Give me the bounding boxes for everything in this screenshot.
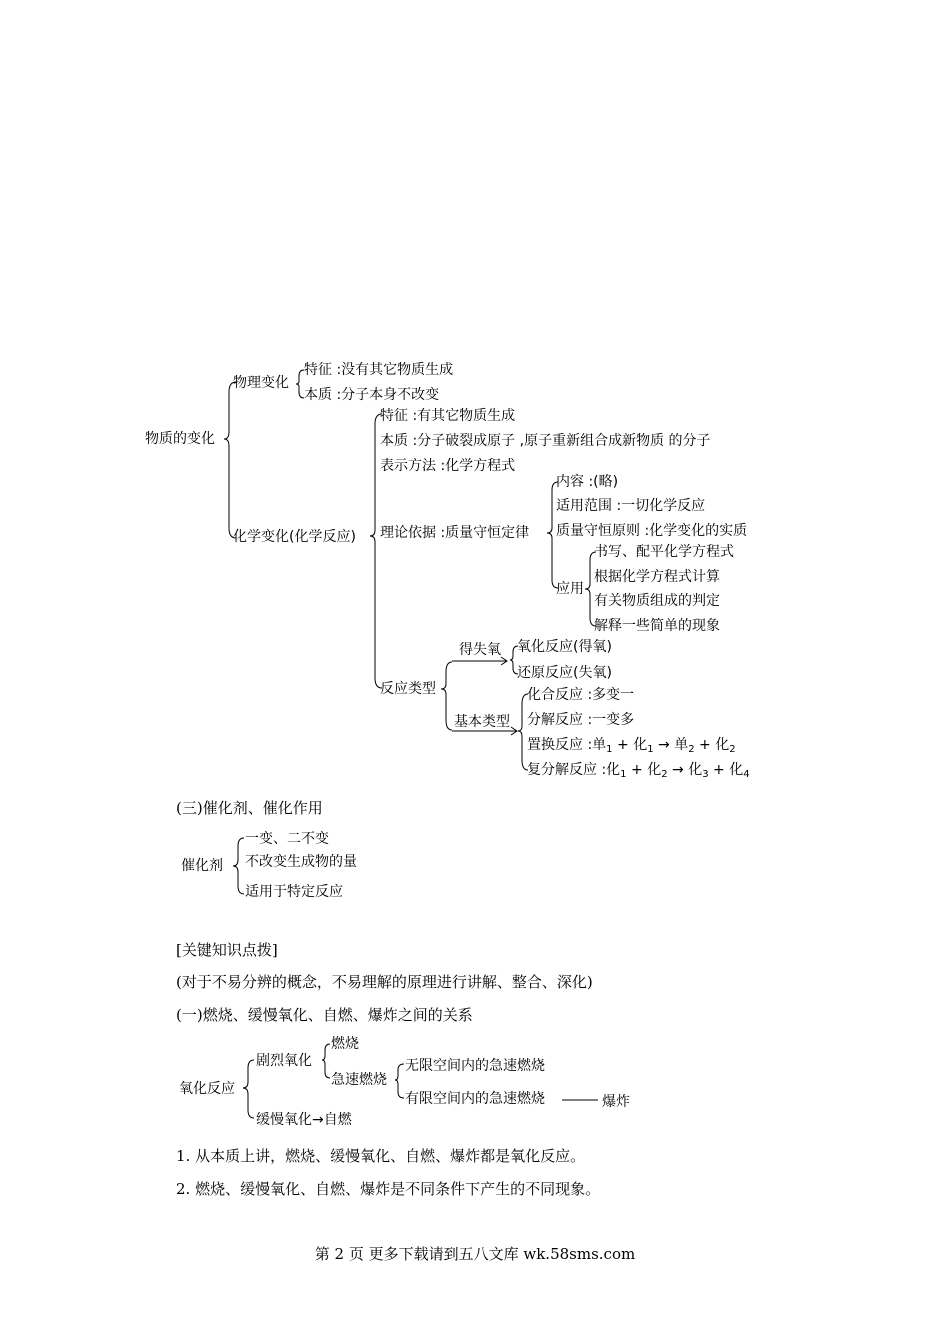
brace-rapid [395,1064,404,1098]
brace-physical [296,370,304,398]
subsection-heading: (一)燃烧、缓慢氧化、自燃、爆炸之间的关系 [176,1006,473,1024]
gain-loss-oxygen: 得失氧 [459,642,501,658]
displacement-reaction: 置换反应 :单$_1$ + 化$_1$ → 单$_2$ + 化$_2$ [527,737,736,755]
reaction-types: 反应类型 [380,681,436,697]
explosion: 爆炸 [602,1094,630,1110]
displacement-label: 置换反应 : [527,737,593,753]
physical-essence: 本质 :分子本身不改变 [304,387,440,403]
brace-oxidation [243,1060,254,1118]
brace-chemical [370,414,382,688]
theory-scope: 适用范围 :一切化学反应 [556,498,706,514]
section3-heading: (三)催化剂、催化作用 [176,799,323,817]
double-decomposition-label: 复分解反应 : [527,762,607,778]
decomposition-reaction: 分解反应 :一变多 [527,712,635,728]
chemical-theory: 理论依据 :质量守恒定律 [380,525,530,541]
oxidation-reaction: 氧化反应(得氧) [517,639,612,655]
catalyst-item: 适用于特定反应 [245,884,343,900]
rapid-burning: 急速燃烧 [331,1072,387,1088]
application-item: 有关物质组成的判定 [594,593,720,609]
reduction-reaction: 还原反应(失氧) [517,665,612,681]
brace-root [224,382,236,538]
brace-reaction-types [441,662,452,730]
key-points-heading: [关键知识点拨] [176,941,278,959]
physical-change: 物理变化 [233,375,289,391]
page-footer: 第 2 页 更多下载请到五八文库 wk.58sms.com [314,1245,636,1263]
application-item: 根据化学方程式计算 [594,569,720,585]
chemical-feature: 特征 :有其它物质生成 [380,408,516,424]
slow-oxidation: 缓慢氧化→自燃 [256,1112,352,1128]
combination-reaction: 化合反应 :多变一 [527,687,635,703]
application-item: 书写、配平化学方程式 [594,544,734,560]
map1-root: 物质的变化 [145,431,215,447]
chemical-method: 表示方法 :化学方程式 [380,458,516,474]
basic-types: 基本类型 [454,714,510,730]
key-points-note: (对于不易分辨的概念，不易理解的原理进行讲解、整合、深化) [176,973,593,991]
map2-root: 氧化反应 [179,1081,235,1097]
catalyst-root: 催化剂 [181,858,223,874]
theory-principle: 质量守恒原则 :化学变化的实质 [556,523,748,539]
burning: 燃烧 [331,1036,359,1052]
chemical-change: 化学变化(化学反应) [233,529,356,545]
brace-catalyst [233,838,244,894]
catalyst-item: 不改变生成物的量 [245,854,357,870]
brace-application [585,552,596,626]
application-item: 解释一些简单的现象 [594,618,720,634]
chemical-essence: 本质 :分子破裂成原子 ,原子重新组合成新物质 的分子 [380,433,711,449]
limited-space-burning: 有限空间内的急速燃烧 [405,1091,545,1107]
point-2: 2. 燃烧、缓慢氧化、自燃、爆炸是不同条件下产生的不同现象。 [176,1180,601,1198]
physical-feature: 特征 :没有其它物质生成 [304,362,454,378]
brace-basic-types [518,694,528,770]
brace-violent [322,1044,330,1078]
theory-application: 应用 [556,581,584,597]
double-decomposition-reaction: 复分解反应 :化$_1$ + 化$_2$ → 化$_3$ + 化$_4$ [527,762,750,780]
violent-oxidation: 剧烈氧化 [256,1053,312,1069]
theory-content: 内容 :(略) [556,474,619,490]
point-1: 1. 从本质上讲，燃烧、缓慢氧化、自燃、爆炸都是氧化反应。 [176,1147,586,1165]
arrow-icon: → [312,1112,324,1128]
catalyst-item: 一变、二不变 [245,831,329,847]
unlimited-space-burning: 无限空间内的急速燃烧 [405,1058,545,1074]
